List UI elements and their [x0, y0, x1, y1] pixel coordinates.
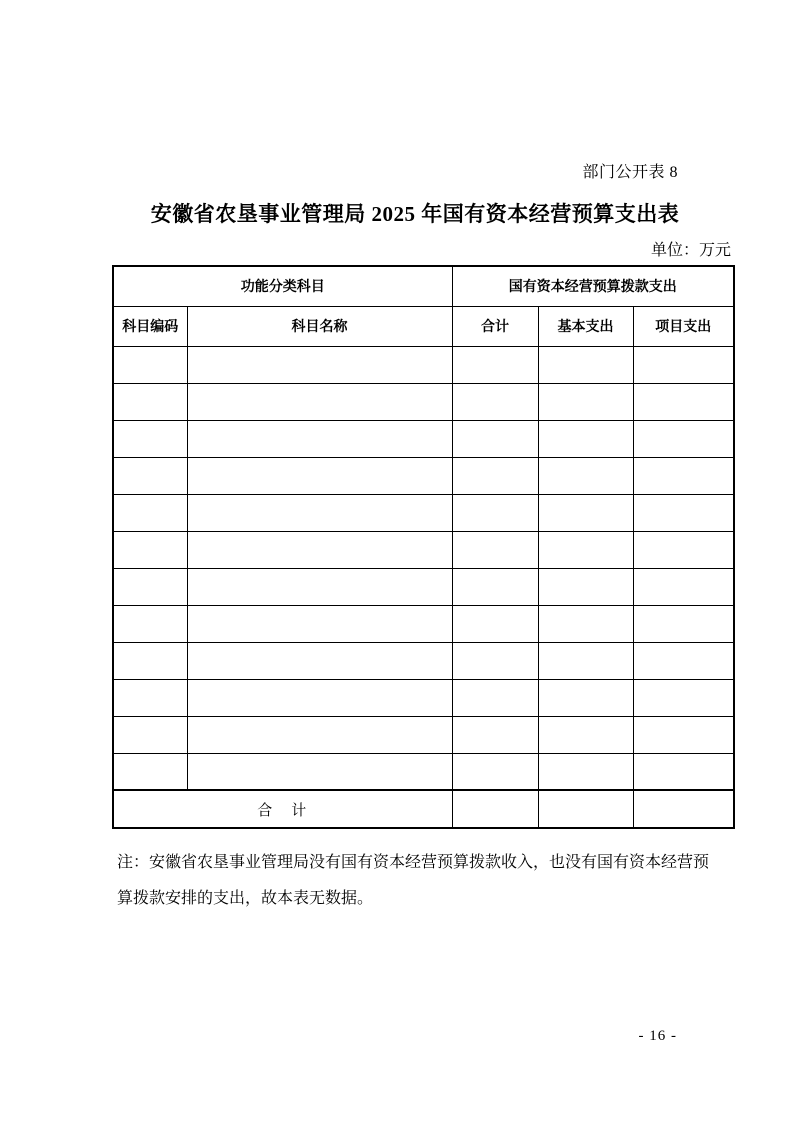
- empty-cell-project-expenditure: [633, 568, 734, 605]
- table-body: [113, 346, 734, 828]
- empty-row: [113, 346, 734, 383]
- empty-cell-basic-expenditure: [538, 420, 633, 457]
- empty-cell-total: [452, 753, 538, 790]
- empty-cell-total: [452, 679, 538, 716]
- empty-cell-basic-expenditure: [538, 716, 633, 753]
- empty-cell-total: [452, 494, 538, 531]
- page-number: - 16 -: [638, 1028, 677, 1044]
- empty-cell-subject-name: [187, 716, 452, 753]
- empty-row: [113, 420, 734, 457]
- empty-cell-total: [452, 457, 538, 494]
- empty-cell-subject-name: [187, 605, 452, 642]
- total-cell-basic-expenditure: [538, 790, 633, 828]
- empty-cell-project-expenditure: [633, 346, 734, 383]
- empty-cell-subject-code: [113, 605, 187, 642]
- empty-cell-subject-name: [187, 383, 452, 420]
- empty-cell-project-expenditure: [633, 716, 734, 753]
- empty-cell-subject-code: [113, 346, 187, 383]
- total-cell-project-expenditure: [633, 790, 734, 828]
- note: [117, 845, 737, 917]
- empty-cell-subject-code: [113, 383, 187, 420]
- empty-cell-basic-expenditure: [538, 346, 633, 383]
- empty-row: [113, 568, 734, 605]
- empty-cell-subject-code: [113, 716, 187, 753]
- empty-cell-total: [452, 531, 538, 568]
- empty-cell-basic-expenditure: [538, 494, 633, 531]
- header-basic-expenditure: 基本支出: [538, 306, 633, 346]
- empty-row: [113, 457, 734, 494]
- empty-cell-project-expenditure: [633, 494, 734, 531]
- empty-row: [113, 642, 734, 679]
- table-header-row-columns: [113, 306, 734, 346]
- empty-cell-total: [452, 605, 538, 642]
- empty-cell-basic-expenditure: [538, 531, 633, 568]
- empty-cell-subject-code: [113, 420, 187, 457]
- empty-cell-subject-code: [113, 642, 187, 679]
- unit-label: 单位：万元: [650, 242, 731, 259]
- empty-cell-basic-expenditure: [538, 753, 633, 790]
- total-row: [113, 790, 734, 828]
- empty-row: [113, 531, 734, 568]
- empty-cell-project-expenditure: [633, 531, 734, 568]
- empty-cell-subject-name: [187, 531, 452, 568]
- empty-cell-subject-name: [187, 494, 452, 531]
- empty-cell-basic-expenditure: [538, 642, 633, 679]
- empty-row: [113, 679, 734, 716]
- empty-cell-project-expenditure: [633, 642, 734, 679]
- empty-cell-subject-name: [187, 457, 452, 494]
- note-line-2: 算拨款安排的支出，故本表无数据。: [117, 890, 374, 907]
- empty-cell-subject-code: [113, 679, 187, 716]
- empty-cell-subject-code: [113, 531, 187, 568]
- empty-cell-subject-name: [187, 753, 452, 790]
- empty-cell-subject-name: [187, 568, 452, 605]
- budget-table: [112, 265, 735, 829]
- empty-cell-subject-name: [187, 679, 452, 716]
- empty-cell-subject-name: [187, 420, 452, 457]
- empty-cell-subject-code: [113, 753, 187, 790]
- empty-cell-subject-name: [187, 346, 452, 383]
- empty-cell-total: [452, 568, 538, 605]
- page-title: 安徽省农垦事业管理局 2025 年国有资本经营预算支出表: [150, 202, 680, 226]
- empty-cell-basic-expenditure: [538, 457, 633, 494]
- empty-row: [113, 605, 734, 642]
- empty-row: [113, 383, 734, 420]
- empty-cell-basic-expenditure: [538, 383, 633, 420]
- doc-label: 部门公开表 8: [582, 164, 678, 181]
- empty-cell-total: [452, 420, 538, 457]
- empty-cell-subject-name: [187, 642, 452, 679]
- empty-row: [113, 716, 734, 753]
- empty-cell-basic-expenditure: [538, 568, 633, 605]
- empty-cell-project-expenditure: [633, 679, 734, 716]
- empty-cell-project-expenditure: [633, 457, 734, 494]
- empty-cell-project-expenditure: [633, 605, 734, 642]
- table-header: [113, 266, 734, 346]
- empty-cell-project-expenditure: [633, 753, 734, 790]
- header-functional-classification: 功能分类科目: [113, 266, 452, 306]
- empty-row: [113, 753, 734, 790]
- empty-row: [113, 494, 734, 531]
- empty-cell-project-expenditure: [633, 420, 734, 457]
- header-subject-name: 科目名称: [187, 306, 452, 346]
- header-project-expenditure: 项目支出: [633, 306, 734, 346]
- header-total: 合计: [452, 306, 538, 346]
- empty-cell-total: [452, 346, 538, 383]
- total-cell-total: [452, 790, 538, 828]
- empty-cell-subject-code: [113, 568, 187, 605]
- empty-cell-subject-code: [113, 457, 187, 494]
- empty-cell-basic-expenditure: [538, 679, 633, 716]
- empty-cell-basic-expenditure: [538, 605, 633, 642]
- empty-cell-total: [452, 383, 538, 420]
- note-line-1: 注：安徽省农垦事业管理局没有国有资本经营预算拨款收入，也没有国有资本经营预: [117, 854, 710, 871]
- header-budget-appropriation-expenditure: 国有资本经营预算拨款支出: [452, 266, 734, 306]
- empty-cell-project-expenditure: [633, 383, 734, 420]
- header-subject-code: 科目编码: [113, 306, 187, 346]
- empty-cell-total: [452, 642, 538, 679]
- total-row-label: 合 计: [113, 790, 452, 828]
- empty-cell-subject-code: [113, 494, 187, 531]
- table-header-row-group: [113, 266, 734, 306]
- empty-cell-total: [452, 716, 538, 753]
